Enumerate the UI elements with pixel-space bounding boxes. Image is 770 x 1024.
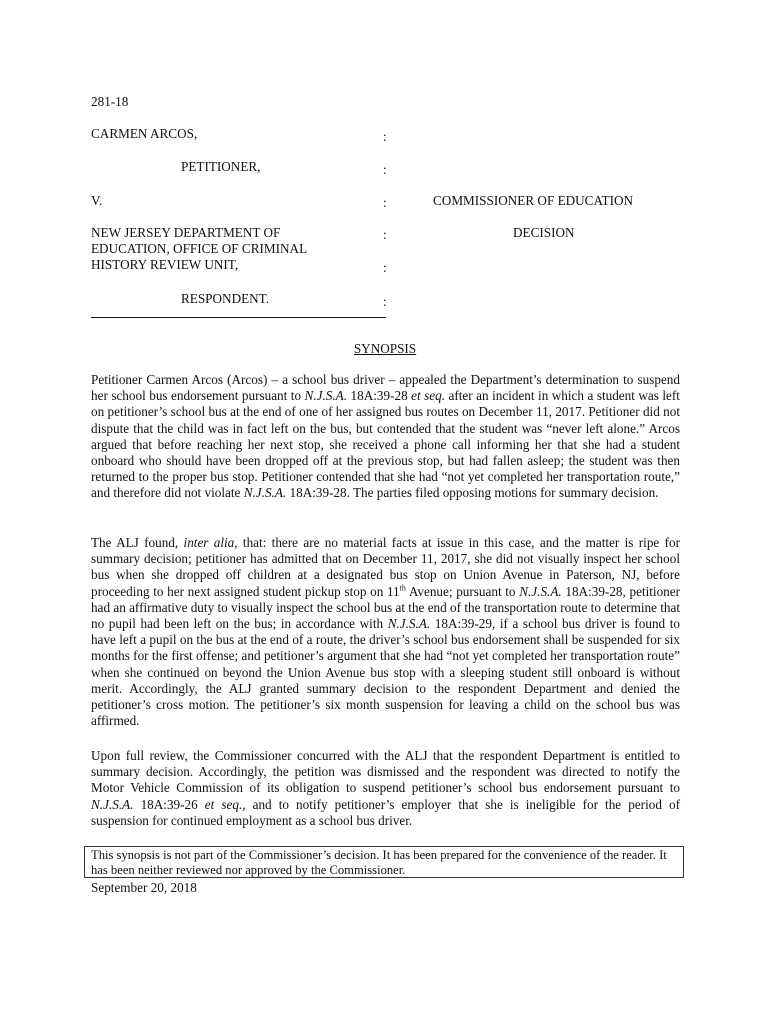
caption-colon: : — [383, 195, 387, 210]
respondent-label: RESPONDENT. — [181, 291, 270, 306]
respondent-line-1: NEW JERSEY DEPARTMENT OF — [91, 225, 281, 240]
versus: V. — [91, 193, 103, 208]
synopsis-paragraph-3: Upon full review, the Commissioner concurred with the ALJ that the respondent Department is entitled to summary decision. Accordingly, the petition was dismissed and the respondent was directed to notify the Motor Vehicle Commission of its obligation to suspend petitioner’s school bus endorsement pursuant to N.J.S.A. 18A:39-26 et seq., and to notify petitioner’s employer that she is ineligible for the period of suspension for continued employment as a school bus driver. — [91, 748, 680, 828]
decision-date: September 20, 2018 — [91, 880, 197, 895]
synopsis-heading: SYNOPSIS — [353, 341, 417, 356]
petitioner-label: PETITIONER, — [181, 159, 261, 174]
court-title: COMMISSIONER OF EDUCATION — [433, 193, 634, 208]
synopsis-paragraph-1: Petitioner Carmen Arcos (Arcos) – a school bus driver – appealed the Department’s determination to suspend her school bus endorsement pursuant to N.J.S.A. 18A:39-28 et seq. after an incident in which a student was left on petitioner’s school bus at the end of one of her assigned bus routes on December 11, 2017. Petitioner did not dispute that the child was in fact left on the bus, but contended that the student was “never left alone.” Arcos argued that before reaching her next stop, she received a phone call informing her that she had a student onboard who should have been dropped off at the previous stop, but had fallen asleep; the student was then returned to the proper bus stop. Petitioner contended that she had “not yet completed her transportation route,” and therefore did not violate N.J.S.A. 18A:39-28. The parties filed opposing motions for summary decision. — [91, 372, 680, 501]
disclaimer-text: This synopsis is not part of the Commissioner’s decision. It has been prepared for the convenience of the reader. It has been neither reviewed nor approved by the Commissioner. — [91, 848, 667, 877]
decision-label: DECISION — [513, 225, 575, 240]
caption-rule — [91, 317, 386, 318]
caption-colon: : — [383, 129, 387, 144]
petitioner-name: CARMEN ARCOS, — [91, 126, 198, 141]
caption-colon: : — [383, 227, 387, 242]
caption-colon: : — [383, 294, 387, 309]
caption-colon: : — [383, 162, 387, 177]
caption-colon: : — [383, 260, 387, 275]
synopsis-paragraph-2: The ALJ found, inter alia, that: there are no material facts at issue in this case, and the matter is ripe for summary decision; petitioner has admitted that on December 11, 2017, she did not visually inspect her school bus when she dropped off children at a designated bus stop on Union Avenue in Paterson, NJ, before proceeding to her next assigned student pickup stop on 11th Avenue; pursuant to N.J.S.A. 18A:39-28, petitioner had an affirmative duty to visually inspect the school bus at the end of the transportation route to determine that no pupil had been left on the bus; in accordance with N.J.S.A. 18A:39-29, if a school bus driver is found to have left a pupil on the bus at the end of a route, the driver’s school bus endorsement shall be suspended for six months for the first offense; and petitioner’s argument that she had “not yet completed her transportation route” when she continued on beyond the Union Avenue bus stop with a sleeping student still onboard is without merit. Accordingly, the ALJ granted summary decision to the respondent Department and denied the petitioner’s cross motion. The petitioner’s six month suspension for leaving a child on the school bus was affirmed. — [91, 535, 681, 729]
respondent-line-2: EDUCATION, OFFICE OF CRIMINAL — [91, 241, 308, 256]
disclaimer-box — [84, 846, 684, 878]
respondent-line-3: HISTORY REVIEW UNIT, — [91, 257, 239, 272]
docket-number: 281-18 — [91, 94, 129, 109]
